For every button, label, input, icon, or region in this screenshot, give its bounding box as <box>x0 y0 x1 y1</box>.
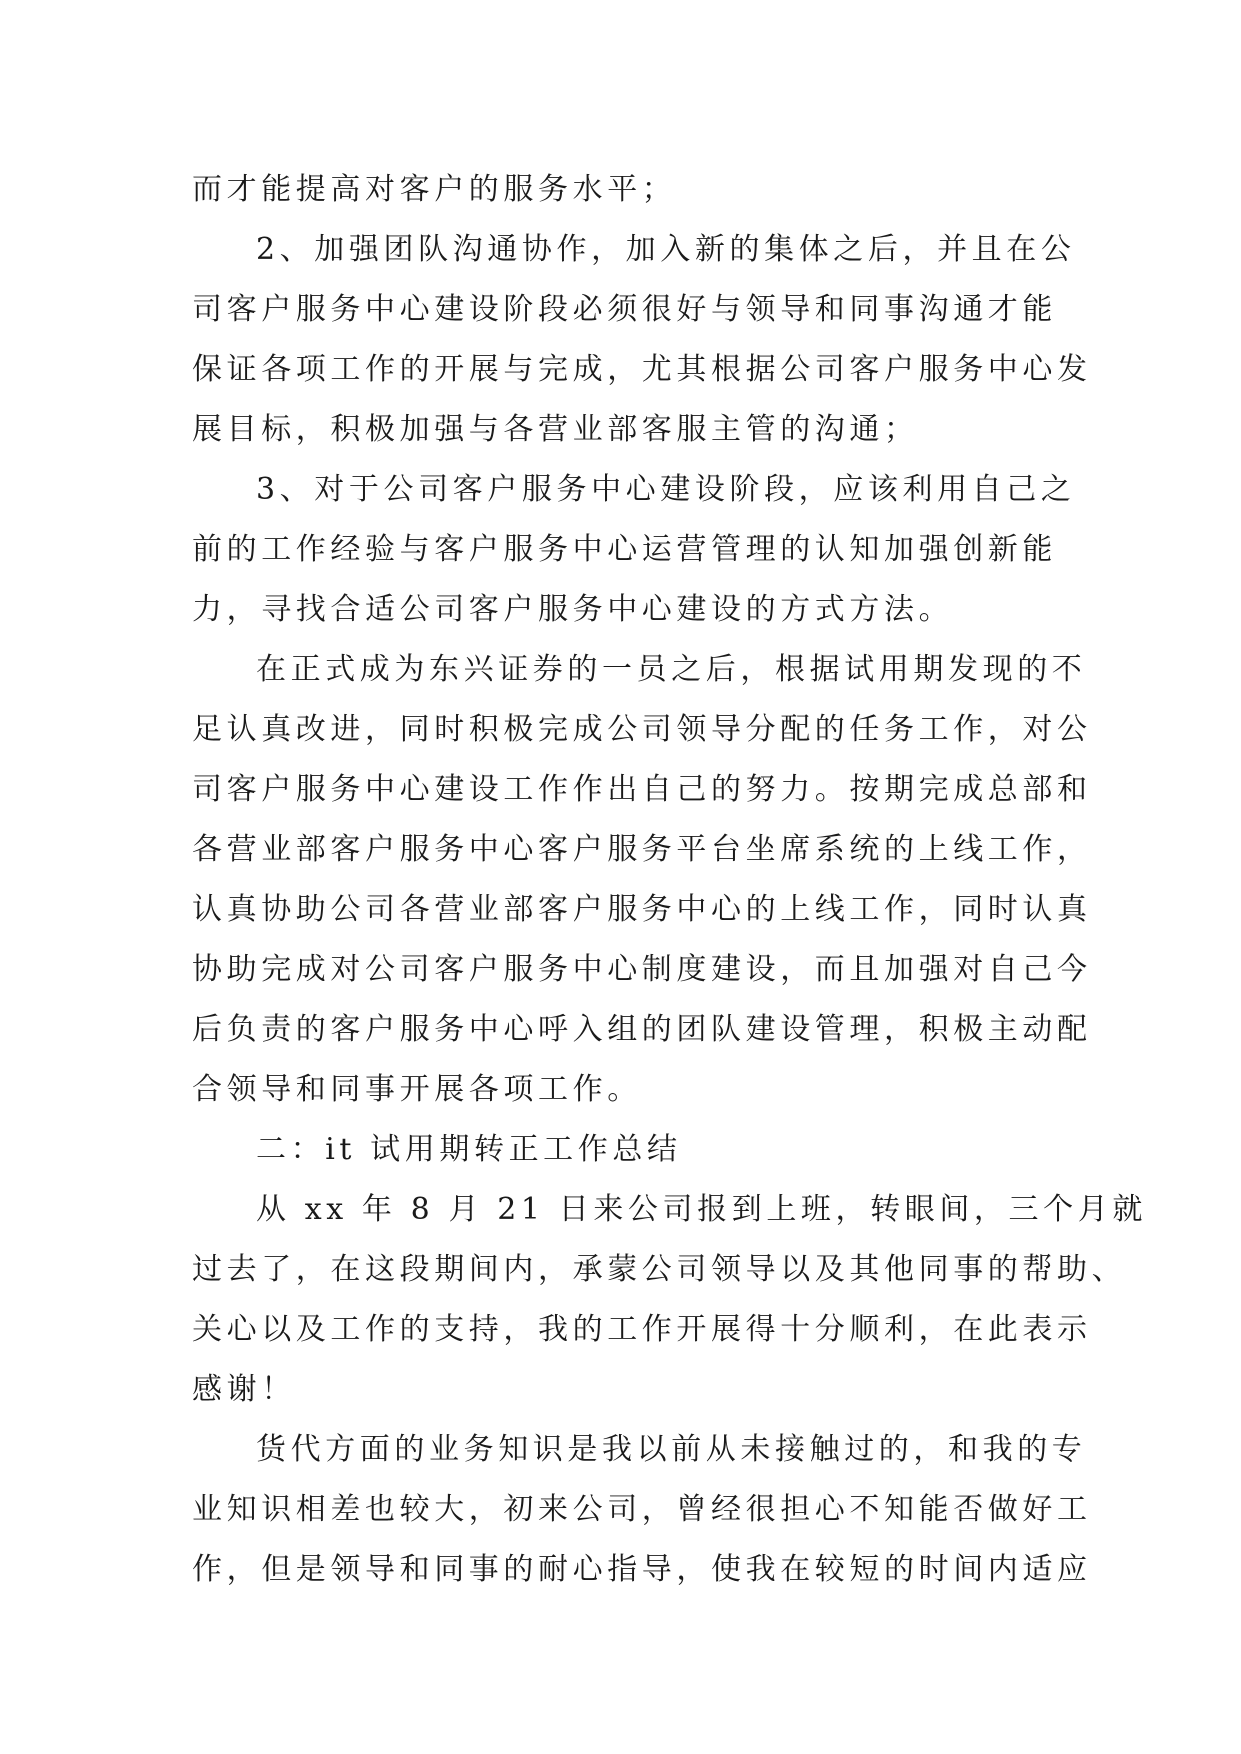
text-line: 业知识相差也较大，初来公司，曾经很担心不知能否做好工 <box>192 1492 1092 1527</box>
text-line: 而才能提高对客户的服务水平； <box>192 172 677 207</box>
text-line: 2、加强团队沟通协作，加入新的集体之后，并且在公 <box>256 232 1076 267</box>
section-heading: 二：it 试用期转正工作总结 <box>256 1132 682 1167</box>
text-line: 3、对于公司客户服务中心建设阶段，应该利用自己之 <box>256 472 1076 507</box>
text-line: 展目标，积极加强与各营业部客服主管的沟通； <box>192 412 919 447</box>
text-line: 协助完成对公司客户服务中心制度建设，而且加强对自己今 <box>192 952 1092 987</box>
text-line: 后负责的客户服务中心呼入组的团队建设管理，积极主动配 <box>192 1012 1092 1047</box>
text-line: 从 xx 年 8 月 21 日来公司报到上班，转眼间，三个月就 <box>256 1192 1147 1227</box>
text-line: 各营业部客户服务中心客户服务平台坐席系统的上线工作， <box>192 832 1092 867</box>
text-line: 力，寻找合适公司客户服务中心建设的方式方法。 <box>192 592 954 627</box>
text-line: 作，但是领导和同事的耐心指导，使我在较短的时间内适应 <box>192 1552 1092 1587</box>
text-line: 在正式成为东兴证券的一员之后，根据试用期发现的不 <box>256 652 1087 687</box>
text-line: 货代方面的业务知识是我以前从未接触过的，和我的专 <box>256 1432 1087 1467</box>
text-line: 关心以及工作的支持，我的工作开展得十分顺利，在此表示 <box>192 1312 1092 1347</box>
text-line: 感谢！ <box>192 1372 296 1407</box>
document-body <box>192 160 1147 1600</box>
text-line: 足认真改进，同时积极完成公司领导分配的任务工作，对公 <box>192 712 1092 747</box>
text-line: 前的工作经验与客户服务中心运营管理的认知加强创新能 <box>192 532 1057 567</box>
text-line: 保证各项工作的开展与完成，尤其根据公司客户服务中心发 <box>192 352 1092 387</box>
text-line: 合领导和同事开展各项工作。 <box>192 1072 642 1107</box>
text-line: 司客户服务中心建设工作作出自己的努力。按期完成总部和 <box>192 772 1092 807</box>
text-line: 认真协助公司各营业部客户服务中心的上线工作，同时认真 <box>192 892 1092 927</box>
text-line: 过去了，在这段期间内，承蒙公司领导以及其他同事的帮助、 <box>192 1252 1127 1287</box>
text-line: 司客户服务中心建设阶段必须很好与领导和同事沟通才能 <box>192 292 1057 327</box>
